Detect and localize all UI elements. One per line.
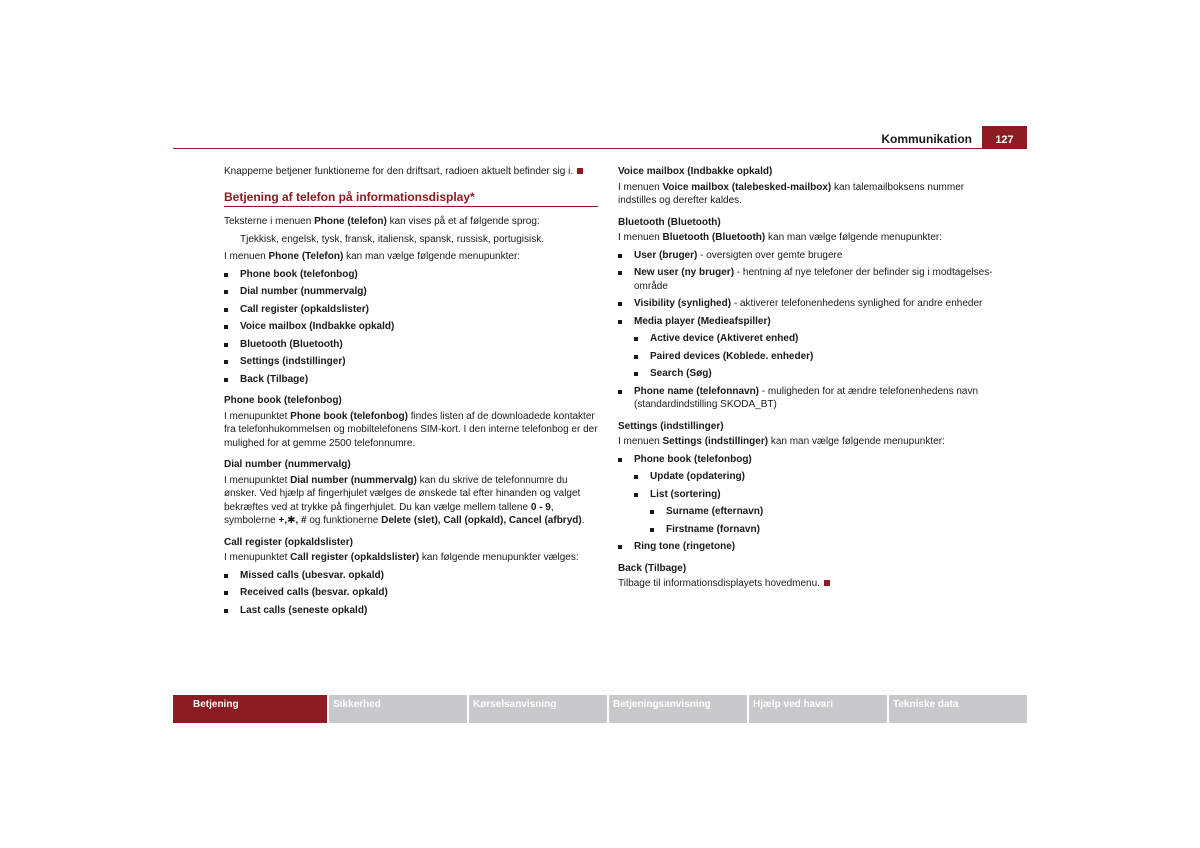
list-item: Bluetooth (Bluetooth) — [224, 338, 598, 352]
bullet-icon — [618, 254, 622, 258]
bullet-icon — [618, 320, 622, 324]
subheading-call-register: Call register (opkaldslister) — [224, 536, 353, 548]
left-column — [224, 165, 598, 621]
bullet-icon — [224, 378, 228, 382]
bullet-icon — [224, 273, 228, 277]
bullet-icon — [634, 493, 638, 497]
bullet-icon — [618, 271, 622, 275]
bullet-icon — [224, 325, 228, 329]
list-item: User (bruger) - oversigten over gemte brugere — [618, 249, 998, 263]
bullet-icon — [224, 343, 228, 347]
bullet-icon — [618, 390, 622, 394]
section-heading: Betjening af telefon på informationsdisplay* — [224, 191, 598, 208]
bullet-icon — [224, 360, 228, 364]
list-item: Settings (indstillinger) — [224, 355, 598, 369]
tab-tekniske-data[interactable]: Tekniske data — [889, 695, 1027, 723]
bullet-icon — [634, 337, 638, 341]
language-intro: Teksterne i menuen Phone (telefon) kan vises på et af følgende sprog: — [224, 216, 540, 227]
bullet-icon — [618, 545, 622, 549]
bullet-icon — [224, 609, 228, 613]
bullet-icon — [618, 458, 622, 462]
bullet-icon — [634, 355, 638, 359]
end-mark — [577, 168, 583, 174]
bullet-icon — [618, 302, 622, 306]
subheading-phonebook: Phone book (telefonbog) — [224, 395, 342, 406]
list-item: Call register (opkaldslister) — [224, 303, 598, 317]
subheading-voice-mailbox: Voice mailbox (Indbakke opkald) — [618, 166, 773, 177]
back-paragraph: Tilbage til informationsdisplayets hovedmenu. — [618, 577, 998, 591]
intro-paragraph: Knapperne betjener funktionerne for den driftsart, radioen aktuelt befinder sig i. — [224, 165, 598, 179]
list-item: List (sortering) — [634, 488, 998, 502]
end-mark — [824, 580, 830, 586]
bullet-icon — [650, 510, 654, 514]
right-column — [618, 165, 998, 595]
list-item: Update (opdatering) — [634, 470, 998, 484]
list-item: Received calls (besvar. opkald) — [224, 586, 598, 600]
list-item: Paired devices (Koblede. enheder) — [634, 350, 998, 364]
chapter-title: Kommunikation — [881, 132, 972, 146]
bullet-icon — [224, 290, 228, 294]
list-item: Ring tone (ringetone) — [618, 540, 998, 554]
list-item: Phone book (telefonbog) — [618, 453, 998, 467]
list-item: Media player (Medieafspiller) — [618, 315, 998, 329]
list-item: Surname (efternavn) — [650, 505, 998, 519]
list-item: Back (Tilbage) — [224, 373, 598, 387]
subheading-dial: Dial number (nummervalg) — [224, 459, 351, 470]
list-item: New user (ny bruger) - hentning af nye telefoner der befinder sig i modtagelses-område — [618, 266, 998, 293]
chapter-tabs — [173, 695, 1027, 723]
list-item: Missed calls (ubesvar. opkald) — [224, 569, 598, 583]
call-paragraph: I menupunktet Call register (opkaldslister) kan følgende menupunkter vælges: — [224, 552, 579, 563]
list-item: Dial number (nummervalg) — [224, 285, 598, 299]
bluetooth-paragraph: I menuen Bluetooth (Bluetooth) kan man vælge følgende menupunkter: — [618, 232, 943, 243]
bullet-icon — [224, 591, 228, 595]
tab-sikkerhed[interactable]: Sikkerhed — [329, 695, 467, 723]
list-item: Phone book (telefonbog) — [224, 268, 598, 282]
list-item: Search (Søg) — [634, 367, 998, 381]
phone-menu-list — [224, 268, 598, 387]
bullet-icon — [224, 308, 228, 312]
list-item: Firstname (fornavn) — [650, 523, 998, 537]
phonebook-paragraph: I menupunktet Phone book (telefonbog) findes listen af de downloadede kontakter fra telefonhukommelsen og mobiltelefonens SIM-kort. I den interne telefonbog er der mulighed for at gemme 2500 telefonnumre. — [224, 410, 598, 449]
bluetooth-menu-list — [618, 249, 998, 412]
dial-paragraph: I menupunktet Dial number (nummervalg) kan du skrive de telefonnumre du ønsker. Ved hjælp af fingerhjulet vælges de ønskede tal efter hinanden og valget bekræftes ved at trykke på fingerhjulet. Du kan vælge mellem tallene 0 - 9, symbolerne +,✱, # og funktionerne Delete (slet), Call (opkald), Cancel (afbryd). — [224, 474, 585, 526]
page-number: 127 — [982, 126, 1027, 149]
subheading-bluetooth: Bluetooth (Bluetooth) — [618, 216, 721, 228]
subheading-settings: Settings (indstillinger) — [618, 420, 724, 432]
tab-hjaelp-ved-havari[interactable]: Hjælp ved havari — [749, 695, 887, 723]
settings-paragraph: I menuen Settings (indstillinger) kan man vælge følgende menupunkter: — [618, 436, 945, 447]
bullet-icon — [224, 574, 228, 578]
tab-betjeningsanvisning[interactable]: Betjeningsanvisning — [609, 695, 747, 723]
voice-mailbox-paragraph: I menuen Voice mailbox (talebesked-mailbox) kan talemailboksens nummer indstilles og derefter kaldes. — [618, 181, 965, 206]
bullet-icon — [634, 475, 638, 479]
list-item: Phone name (telefonnavn) - muligheden for at ændre telefonenhedens navn (standardindstilling SKODA_BT) — [618, 385, 998, 412]
settings-menu-list — [618, 453, 998, 554]
list-item: Last calls (seneste opkald) — [224, 604, 598, 618]
call-register-list — [224, 569, 598, 618]
menu-intro: I menuen Phone (Telefon) kan man vælge følgende menupunkter: — [224, 251, 521, 262]
list-item: Visibility (synlighed) - aktiverer telefonenhedens synlighed for andre enheder — [618, 297, 998, 311]
tab-korselsanvisning[interactable]: Kørselsanvisning — [469, 695, 607, 723]
bullet-icon — [650, 528, 654, 532]
list-item: Active device (Aktiveret enhed) — [634, 332, 998, 346]
tab-betjening[interactable]: Betjening — [173, 695, 327, 723]
list-item: Voice mailbox (Indbakke opkald) — [224, 320, 598, 334]
language-list: Tjekkisk, engelsk, tysk, fransk, italiensk, spansk, russisk, portugisisk. — [240, 233, 544, 245]
header-rule — [173, 148, 1027, 149]
subheading-back: Back (Tilbage) — [618, 562, 687, 574]
bullet-icon — [634, 372, 638, 376]
